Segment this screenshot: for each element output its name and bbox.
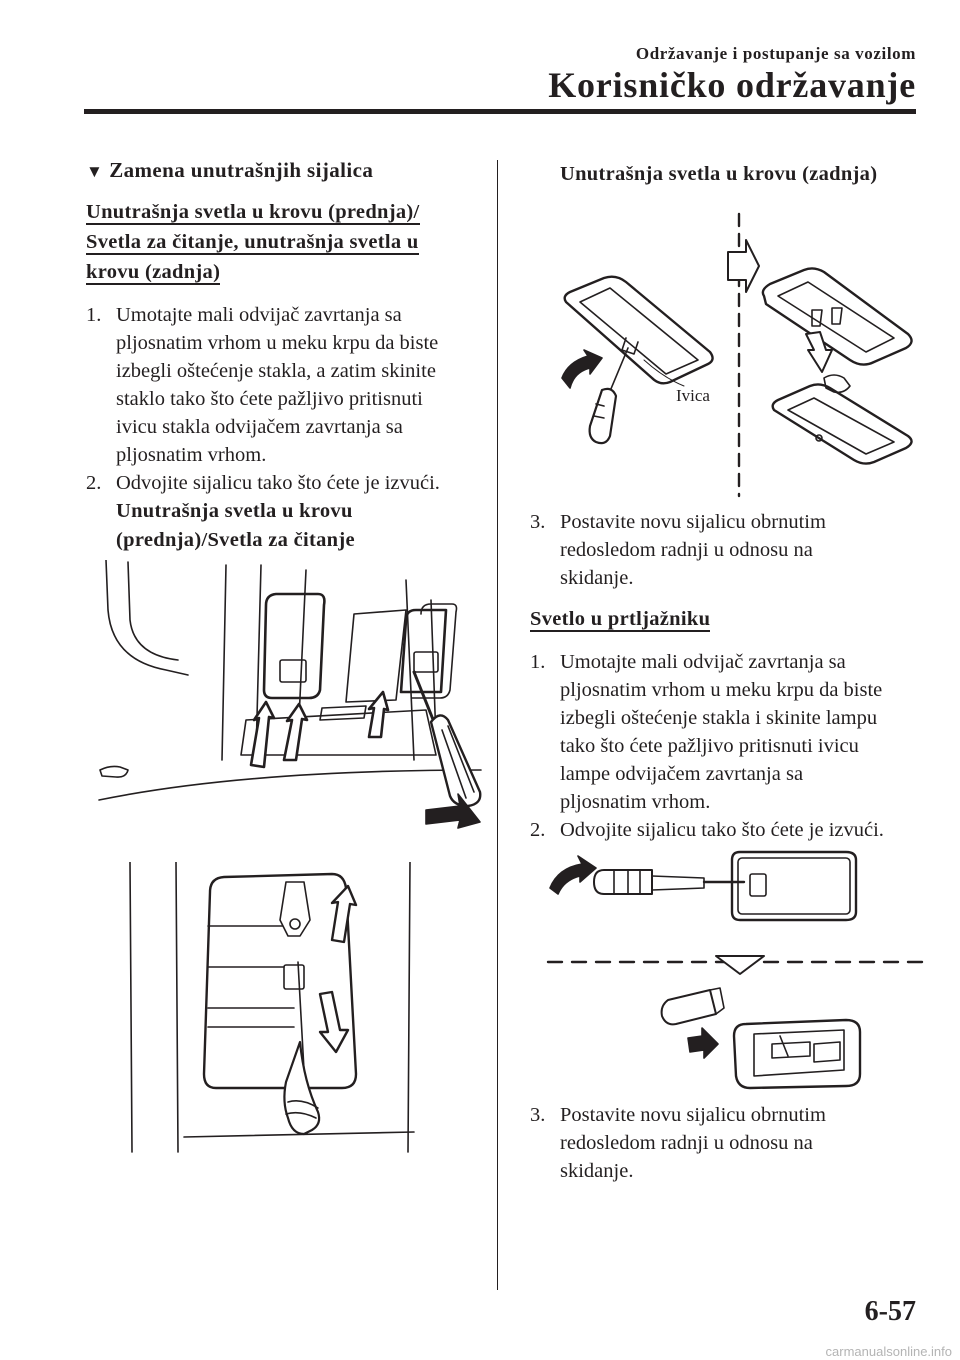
rear-dome-light-illustration bbox=[544, 210, 930, 500]
subheading-line: Svetlo u prtljažniku bbox=[530, 608, 711, 630]
step-line: redosledom radnji u odnosu na bbox=[560, 539, 813, 561]
step-2 bbox=[86, 469, 482, 497]
step-line: Postavite novu sijalicu obrnutim bbox=[560, 511, 826, 533]
step-text: Odvojite sijalicu tako što ćete je izvući. bbox=[560, 819, 884, 841]
step-line: pljosnatim vrhom. bbox=[560, 791, 711, 813]
trunk-step-2 bbox=[530, 816, 925, 844]
step-line: redosledom radnji u odnosu na bbox=[560, 1132, 813, 1154]
step-text bbox=[116, 301, 482, 469]
right-column-bottom bbox=[530, 1101, 925, 1185]
figure-caption-rear: Unutrašnja svetla u krovu (zadnja) bbox=[560, 163, 878, 185]
watermark: carmanualsonline.info bbox=[825, 1344, 952, 1359]
page-number: 6-57 bbox=[864, 1296, 916, 1327]
step-line: Postavite novu sijalicu obrnutim bbox=[560, 1104, 826, 1126]
subheading-line: Unutrašnja svetla u krovu (prednja)/ bbox=[86, 201, 420, 223]
section-header: Održavanje i postupanje sa vozilom bbox=[635, 44, 916, 63]
step-number: 3. bbox=[530, 1104, 546, 1126]
front-bulb-removal-illustration bbox=[124, 862, 420, 1154]
step-line: pljosnatim vrhom u meku krpu da biste bbox=[116, 332, 439, 354]
step-number: 2. bbox=[86, 472, 102, 494]
triangle-marker-icon: ▼ bbox=[86, 162, 104, 181]
step-line: izbegli oštećenje stakla i skinite lampu bbox=[560, 707, 878, 729]
step-1 bbox=[86, 301, 482, 469]
caption-line: (prednja)/Svetla za čitanje bbox=[116, 529, 355, 551]
right-column-lower bbox=[530, 508, 925, 844]
step-line: skidanje. bbox=[560, 1160, 634, 1182]
step-number: 2. bbox=[530, 819, 546, 841]
step-line: tako što ćete pažljivo pritisnuti ivicu bbox=[560, 735, 859, 757]
section-heading-text: Zamena unutrašnjih sijalica bbox=[109, 158, 374, 182]
step-text bbox=[560, 508, 925, 592]
subheading-trunk-light bbox=[530, 604, 925, 634]
step-line: staklo tako što ćete pažljivo pritisnuti bbox=[116, 388, 423, 410]
step-line: ivicu stakla odvijačem zavrtanja sa bbox=[116, 416, 403, 438]
subheading-line: krovu (zadnja) bbox=[86, 261, 221, 283]
step-text bbox=[560, 648, 925, 816]
trunk-step-3 bbox=[530, 1101, 925, 1185]
step-line: pljosnatim vrhom. bbox=[116, 444, 267, 466]
step-3-rear bbox=[530, 508, 925, 592]
left-column bbox=[86, 150, 482, 555]
step-line: skidanje. bbox=[560, 567, 634, 589]
step-number: 3. bbox=[530, 511, 546, 533]
step-number: 1. bbox=[86, 304, 102, 326]
step-text: Odvojite sijalicu tako što ćete je izvući. bbox=[116, 472, 440, 494]
figure-caption-front bbox=[86, 497, 482, 555]
page-title: Korisničko održavanje bbox=[548, 65, 916, 105]
step-line: izbegli oštećenje stakla, a zatim skinite bbox=[116, 360, 436, 382]
step-number: 1. bbox=[530, 651, 546, 673]
trunk-light-illustration bbox=[544, 848, 928, 1098]
trunk-step-1 bbox=[530, 648, 925, 816]
step-line: Umotajte mali odvijač zavrtanja sa bbox=[560, 651, 846, 673]
subheading-interior-lights bbox=[86, 197, 482, 287]
step-line: Umotajte mali odvijač zavrtanja sa bbox=[116, 304, 402, 326]
front-overhead-console-illustration bbox=[96, 560, 492, 830]
edge-label: Ivica bbox=[676, 386, 710, 405]
step-line: lampe odvijačem zavrtanja sa bbox=[560, 763, 804, 785]
subheading-line: Svetla za čitanje, unutrašnja svetla u bbox=[86, 231, 419, 253]
column-divider bbox=[497, 160, 498, 1290]
step-line: pljosnatim vrhom u meku krpu da biste bbox=[560, 679, 883, 701]
step-text bbox=[560, 1101, 925, 1185]
right-column bbox=[530, 160, 925, 189]
caption-line: Unutrašnja svetla u krovu bbox=[116, 500, 353, 522]
header-rule bbox=[84, 109, 916, 114]
section-heading bbox=[86, 158, 482, 183]
